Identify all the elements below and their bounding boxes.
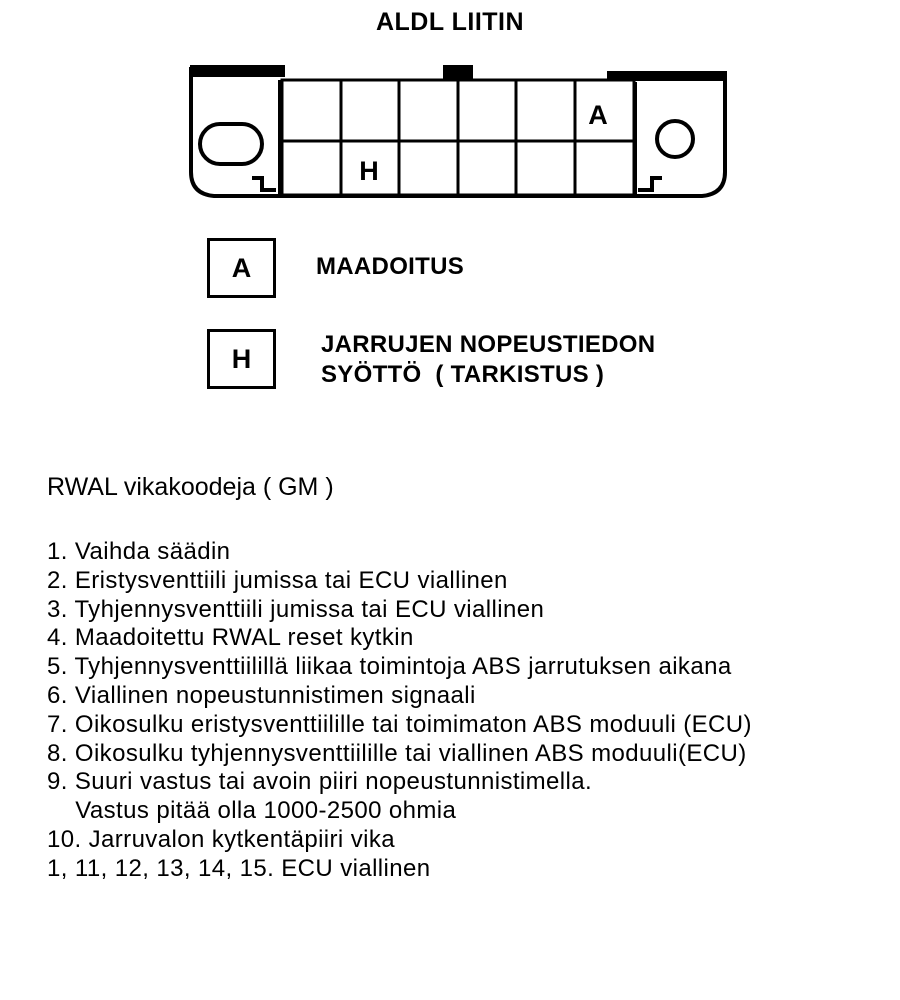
code-item: 1, 11, 12, 13, 14, 15. ECU viallinen <box>47 854 431 882</box>
code-item: 3. Tyhjennysventtiili jumissa tai ECU viallinen <box>47 595 545 623</box>
legend-label-a-line1: MAADOITUS <box>316 253 465 280</box>
right-mounting-hole <box>657 121 693 157</box>
code-item: 10. Jarruvalon kytkentäpiiri vika <box>47 825 396 853</box>
code-item: 7. Oikosulku eristysventtiilille tai toimimaton ABS moduuli (ECU) <box>47 710 752 738</box>
code-item: 8. Oikosulku tyhjennysventtiilille tai viallinen ABS moduuli(ECU) <box>47 739 747 767</box>
diagram-title: ALDL LIITIN <box>375 8 525 36</box>
pin-a-label: A <box>588 100 608 130</box>
code-item: 2. Eristysventtiili jumissa tai ECU viallinen <box>47 566 508 594</box>
fault-code-list <box>47 538 752 884</box>
code-item: 9. Suuri vastus tai avoin piiri nopeustunnistimella. <box>47 768 593 796</box>
legend-label-h-line2: SYÖTTÖ ( TARKISTUS ) <box>321 361 605 388</box>
aldl-connector-diagram <box>0 0 900 220</box>
pin-h-label: H <box>359 156 379 186</box>
code-item: 4. Maadoitettu RWAL reset kytkin <box>47 624 414 652</box>
legend-label-h-line1: JARRUJEN NOPEUSTIEDON <box>321 331 656 358</box>
legend-label-h <box>321 330 655 390</box>
code-item: 6. Viallinen nopeustunnistimen signaali <box>47 681 476 709</box>
code-item: 5. Tyhjennysventtiilillä liikaa toimintoja ABS jarrutuksen aikana <box>47 653 732 681</box>
code-item: 1. Vaihda säädin <box>47 538 231 565</box>
left-mounting-hole <box>200 124 262 164</box>
codes-title: RWAL vikakoodeja ( GM ) <box>47 473 334 501</box>
legend-key-a: A <box>207 238 276 298</box>
legend-key-h: H <box>207 329 276 389</box>
code-item: Vastus pitää olla 1000-2500 ohmia <box>47 797 457 825</box>
pin-grid <box>282 80 634 195</box>
legend-label-a <box>316 252 464 282</box>
